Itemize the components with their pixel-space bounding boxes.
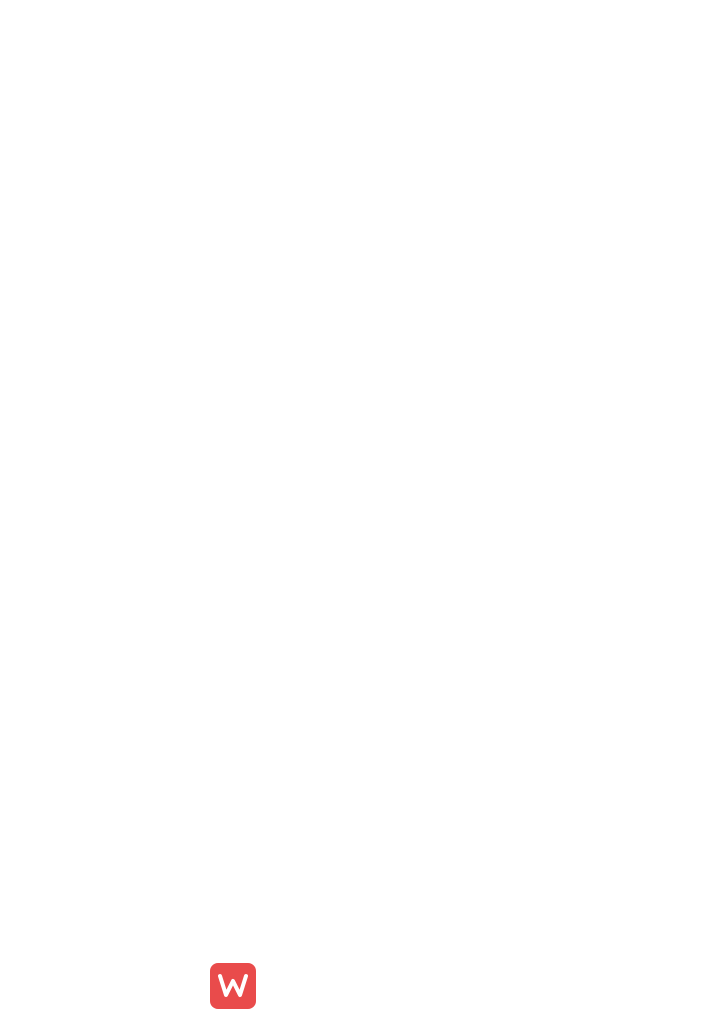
wps-edit-banner[interactable] [210,958,550,1014]
wps-logo-icon [210,963,256,1009]
